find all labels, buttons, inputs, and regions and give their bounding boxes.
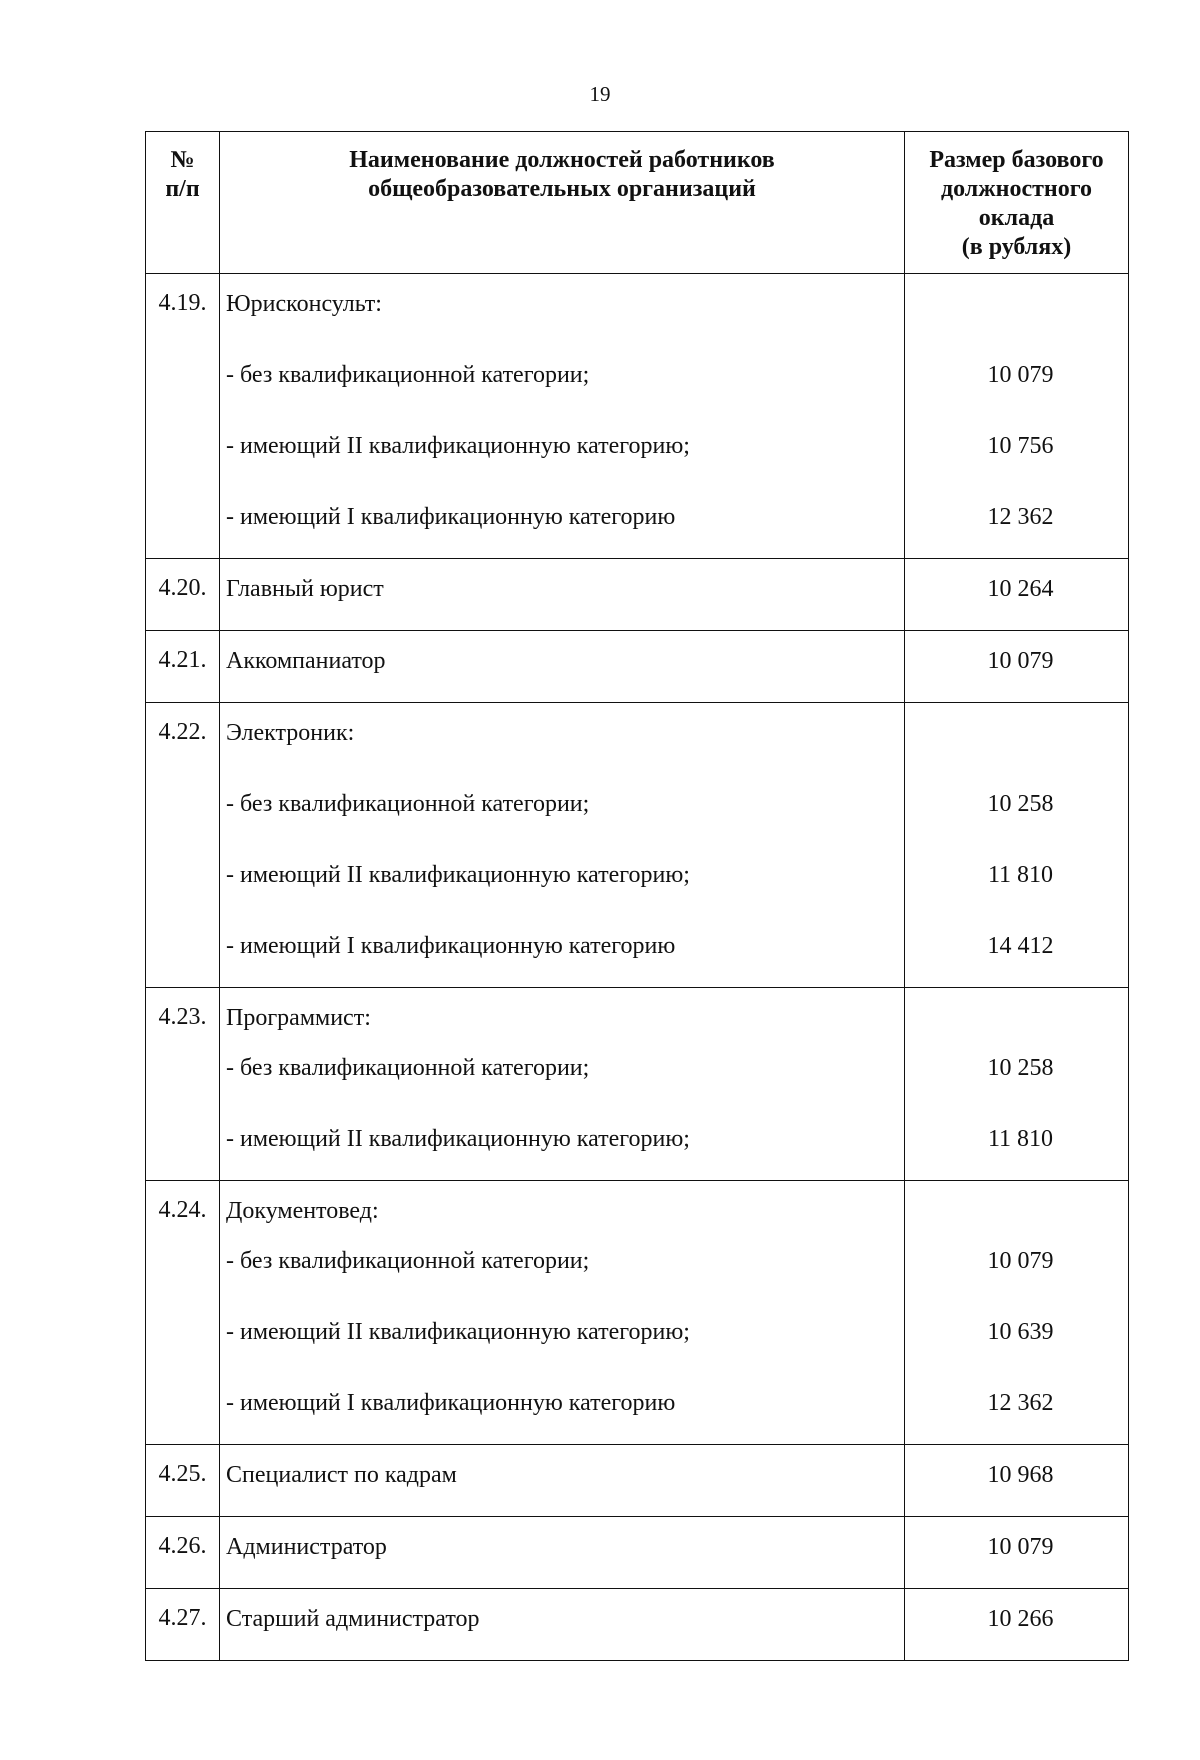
salary-value: 10 266: [987, 1606, 1054, 1632]
table-row: [146, 1589, 1129, 1661]
table-row: [146, 1445, 1129, 1517]
salary-value: 14 412: [987, 933, 1054, 959]
salary-value: [913, 703, 1128, 774]
table-row: [146, 703, 1129, 988]
header-number: [146, 132, 220, 274]
salary-value: 10 756: [987, 433, 1054, 459]
row-number: 4.26.: [146, 1517, 220, 1589]
position-line: Аккомпаниатор: [226, 648, 386, 674]
position-line: - имеющий I квалификационную категорию: [226, 933, 676, 959]
table-row: [146, 1517, 1129, 1589]
position-name-cell: [220, 703, 905, 988]
position-line: - без квалификационной категории;: [226, 791, 590, 817]
position-line: Специалист по кадрам: [226, 1462, 457, 1488]
salary-table: [145, 131, 1129, 1661]
salary-value: 10 079: [987, 1534, 1054, 1560]
position-name-cell: [220, 1517, 905, 1589]
base-salary-cell: [905, 631, 1129, 703]
position-line: - имеющий II квалификационную категорию;: [226, 433, 690, 459]
table-row: [146, 631, 1129, 703]
position-line: - без квалификационной категории;: [226, 1055, 590, 1081]
position-line: - имеющий II квалификационную категорию;: [226, 1126, 690, 1152]
position-name-cell: [220, 1445, 905, 1517]
base-salary-cell: [905, 703, 1129, 988]
row-number: 4.21.: [146, 631, 220, 703]
row-number: 4.22.: [146, 703, 220, 988]
position-name-cell: [220, 1181, 905, 1445]
table-row: [146, 988, 1129, 1181]
position-name-cell: [220, 988, 905, 1181]
salary-value: 10 968: [987, 1462, 1054, 1488]
position-line: - имеющий II квалификационную категорию;: [226, 1319, 690, 1345]
position-line: Старший администратор: [226, 1606, 480, 1632]
header-line: Размер базового: [929, 147, 1104, 173]
position-name-cell: [220, 559, 905, 631]
position-line: Главный юрист: [226, 576, 384, 602]
table-body: [146, 274, 1129, 1661]
salary-value: 12 362: [987, 504, 1054, 530]
position-line: - имеющий I квалификационную категорию: [226, 504, 676, 530]
salary-value: [913, 1181, 1128, 1231]
header-position-name: [220, 132, 905, 274]
position-title: Программист:: [226, 1005, 371, 1031]
header-base-salary: [905, 132, 1129, 274]
salary-value: 10 264: [987, 576, 1054, 602]
row-number: 4.24.: [146, 1181, 220, 1445]
row-number: 4.20.: [146, 559, 220, 631]
position-line: Администратор: [226, 1534, 387, 1560]
salary-value: 10 258: [987, 1055, 1054, 1081]
row-number: 4.19.: [146, 274, 220, 559]
salary-value: [913, 988, 1128, 1038]
salary-value: 10 079: [987, 648, 1054, 674]
base-salary-cell: [905, 274, 1129, 559]
position-name-cell: [220, 631, 905, 703]
header-line: общеобразовательных организаций: [368, 176, 756, 202]
row-number: 4.23.: [146, 988, 220, 1181]
salary-value: 11 810: [987, 862, 1054, 888]
base-salary-cell: [905, 559, 1129, 631]
salary-value: 10 079: [987, 1248, 1054, 1274]
position-name-cell: [220, 1589, 905, 1661]
header-line: (в рублях): [961, 234, 1072, 260]
row-number: 4.25.: [146, 1445, 220, 1517]
header-line: №: [170, 147, 195, 173]
table-header-row: [146, 132, 1129, 274]
header-line: должностного: [940, 176, 1093, 202]
base-salary-cell: [905, 1445, 1129, 1517]
base-salary-cell: [905, 1181, 1129, 1445]
salary-value: 12 362: [987, 1390, 1054, 1416]
salary-value: 10 258: [987, 791, 1054, 817]
salary-value: [913, 274, 1128, 345]
position-title: Юрисконсульт:: [226, 291, 382, 317]
base-salary-cell: [905, 1517, 1129, 1589]
base-salary-cell: [905, 988, 1129, 1181]
position-name-cell: [220, 274, 905, 559]
position-line: - имеющий I квалификационную категорию: [226, 1390, 676, 1416]
position-title: Электроник:: [226, 720, 355, 746]
page-number: 19: [589, 82, 611, 106]
salary-value: 11 810: [987, 1126, 1054, 1152]
position-title: Документовед:: [226, 1198, 379, 1224]
header-line: п/п: [165, 176, 200, 202]
position-line: - без квалификационной категории;: [226, 1248, 590, 1274]
base-salary-cell: [905, 1589, 1129, 1661]
table-row: [146, 274, 1129, 559]
salary-value: 10 079: [987, 362, 1054, 388]
position-line: - без квалификационной категории;: [226, 362, 590, 388]
header-line: Наименование должностей работников: [349, 147, 775, 173]
position-line: - имеющий II квалификационную категорию;: [226, 862, 690, 888]
salary-value: 10 639: [987, 1319, 1054, 1345]
header-line: оклада: [978, 205, 1055, 231]
table-row: [146, 559, 1129, 631]
row-number: 4.27.: [146, 1589, 220, 1661]
table-row: [146, 1181, 1129, 1445]
